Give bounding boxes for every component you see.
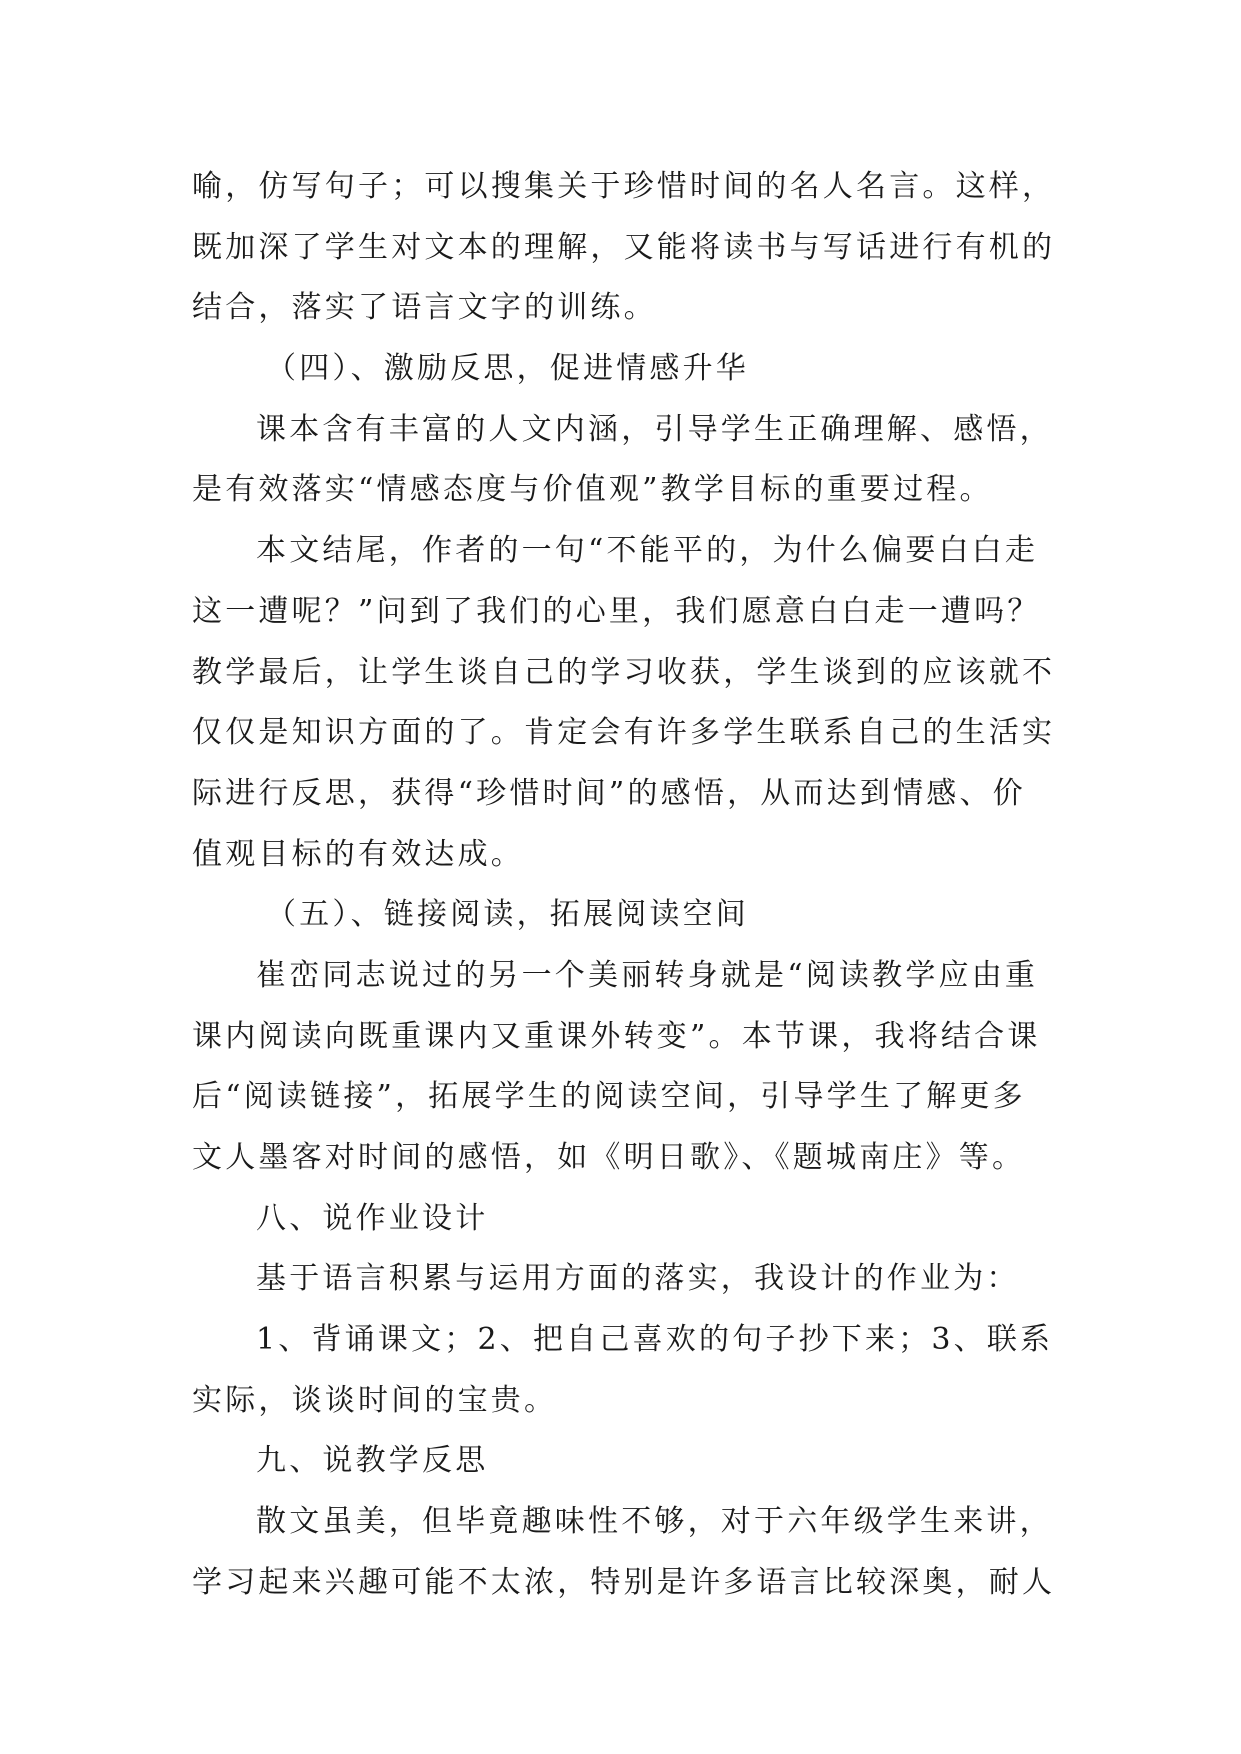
text-line: 教学最后，让学生谈自己的学习收获，学生谈到的应该就不 bbox=[192, 654, 1056, 690]
section-heading: 八、说作业设计 bbox=[256, 1200, 489, 1236]
text-line: 实际，谈谈时间的宝贵。 bbox=[192, 1382, 558, 1418]
paragraph-start-line: 本文结尾，作者的一句“不能平的，为什么偏要白白走 bbox=[256, 533, 1039, 569]
text-line: 学习起来兴趣可能不太浓，特别是许多语言比较深奥，耐人 bbox=[192, 1564, 1056, 1600]
text-line: 际进行反思，获得“珍惜时间”的感悟，从而达到情感、价 bbox=[192, 775, 1026, 811]
text-line: 结合，落实了语言文字的训练。 bbox=[192, 290, 657, 326]
text-line: 是有效落实“情感态度与价值观”教学目标的重要过程。 bbox=[192, 472, 993, 508]
text-line: 既加深了学生对文本的理解，又能将读书与写话进行有机的 bbox=[192, 229, 1056, 265]
text-line: 课内阅读向既重课内又重课外转变”。本节课，我将结合课 bbox=[192, 1018, 1041, 1054]
paragraph-start-line: 课本含有丰富的人文内涵，引导学生正确理解、感悟， bbox=[256, 411, 1053, 447]
paragraph-start-line: 崔峦同志说过的另一个美丽转身就是“阅读教学应由重 bbox=[256, 957, 1039, 993]
text-line: 文人墨客对时间的感悟，如《明日歌》、《题城南庄》等。 bbox=[192, 1140, 1026, 1175]
paragraph-start-line: 1、背诵课文；2、把自己喜欢的句子抄下来；3、联系 bbox=[256, 1322, 1054, 1358]
text-line: 后“阅读链接”，拓展学生的阅读空间，引导学生了解更多 bbox=[192, 1079, 1026, 1115]
text-line: 这一遭呢？”问到了我们的心里，我们愿意白白走一遭吗？ bbox=[192, 593, 1041, 629]
text-line: 喻，仿写句子；可以搜集关于珍惜时间的名人名言。这样， bbox=[192, 169, 1056, 204]
section-heading: 九、说教学反思 bbox=[256, 1443, 489, 1479]
section-heading: （四）、激励反思，促进情感升华 bbox=[266, 351, 749, 387]
text-line: 值观目标的有效达成。 bbox=[192, 836, 524, 872]
section-heading: （五）、链接阅读，拓展阅读空间 bbox=[266, 897, 749, 933]
paragraph-start-line: 基于语言积累与运用方面的落实，我设计的作业为： bbox=[256, 1261, 1020, 1297]
paragraph-start-line: 散文虽美，但毕竟趣味性不够，对于六年级学生来讲， bbox=[256, 1504, 1053, 1540]
text-line: 仅仅是知识方面的了。肯定会有许多学生联系自己的生活实 bbox=[192, 715, 1056, 751]
document-body bbox=[192, 157, 1072, 1614]
